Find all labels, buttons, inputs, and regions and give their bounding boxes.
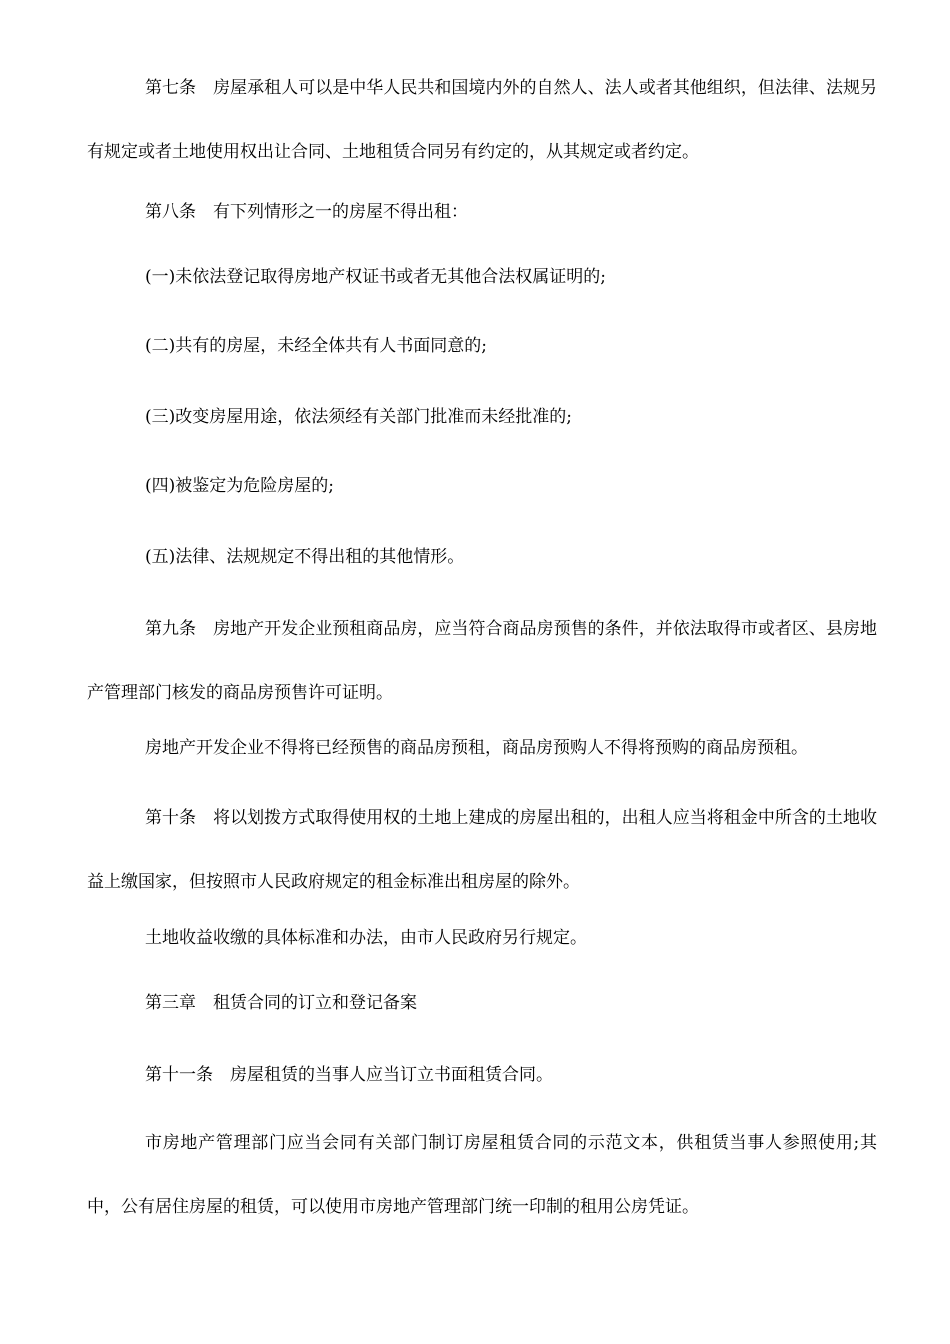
article-8-paragraph: 第八条 有下列情形之一的房屋不得出租： (145, 202, 468, 222)
chapter-3-heading: 第三章 租赁合同的订立和登记备案 (145, 993, 417, 1013)
article-11-paragraph: 第十一条 房屋租赁的当事人应当订立书面租赁合同。 (145, 1065, 553, 1085)
article-10-second-paragraph: 土地收益收缴的具体标准和办法，由市人民政府另行规定。 (145, 928, 587, 948)
article-7-paragraph: 第七条 房屋承租人可以是中华人民共和国境内外的自然人、法人或者其他组织，但法律、法规另有规定或者土地使用权出让合同、土地租赁合同另有约定的，从其规定或者约定。 (87, 78, 877, 162)
article-9-second-paragraph: 房地产开发企业不得将已经预售的商品房预租，商品房预购人不得将预购的商品房预租。 (145, 738, 808, 758)
article-11-second-paragraph: 市房地产管理部门应当会同有关部门制订房屋租赁合同的示范文本，供租赁当事人参照使用;其中，公有居住房屋的租赁，可以使用市房地产管理部门统一印制的租用公房凭证。 (87, 1133, 877, 1217)
list-item-5: (五)法律、法规规定不得出租的其他情形。 (145, 547, 465, 567)
list-item-4: (四)被鉴定为危险房屋的; (145, 476, 334, 496)
list-item-3: (三)改变房屋用途，依法须经有关部门批准而未经批准的; (145, 407, 572, 427)
list-item-1: (一)未依法登记取得房地产权证书或者无其他合法权属证明的; (145, 267, 606, 287)
article-10-paragraph: 第十条 将以划拨方式取得使用权的土地上建成的房屋出租的，出租人应当将租金中所含的土地收益上缴国家，但按照市人民政府规定的租金标准出租房屋的除外。 (87, 808, 877, 892)
article-9-paragraph: 第九条 房地产开发企业预租商品房，应当符合商品房预售的条件，并依法取得市或者区、县房地产管理部门核发的商品房预售许可证明。 (87, 619, 877, 703)
list-item-2: (二)共有的房屋，未经全体共有人书面同意的; (145, 336, 487, 356)
